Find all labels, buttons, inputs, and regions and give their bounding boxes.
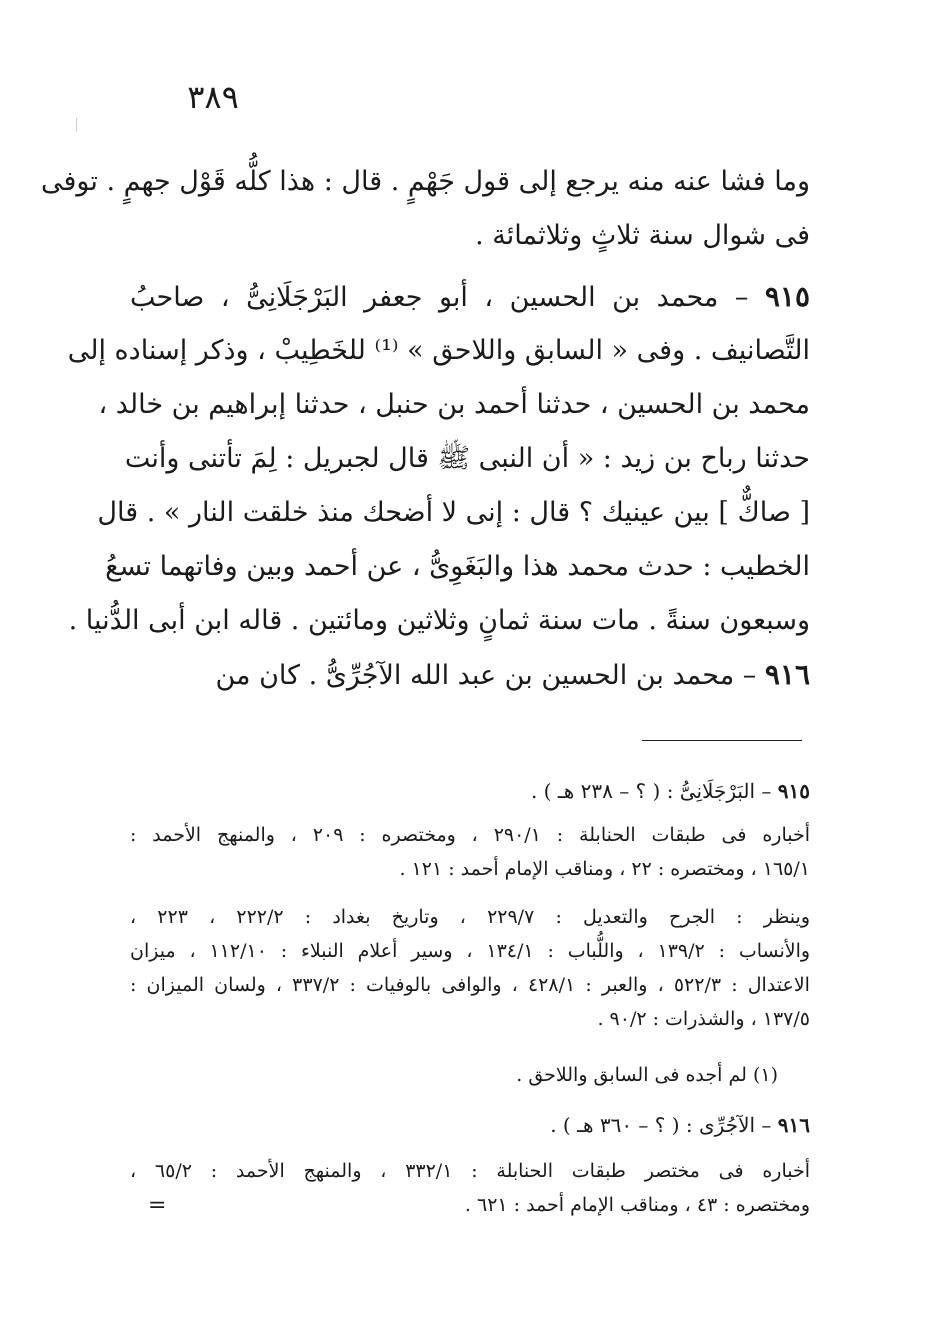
entry-915-line: التَّصانيف . وفى « السابق واللاحق » ⁽¹⁾ للخَطِيبْ ، وذكر إسناده إلى [67,335,810,366]
entry-915-first-line: محمد بن الحسين ، أبو جعفر البَرْجَلَانِىُّ ، صاحبُ [130,282,719,313]
footnote-line: ومختصره : ٤٣ ، ومناقب الإمام أحمد : ٦٢١ . [464,1194,810,1216]
entry-916-number: ٩١٦ [764,658,810,691]
entry-915-line: [ صاكٌّ ] بين عينيك ؟ قال : إنى لا أضحك منذ خلقت النار » . قال [97,497,810,528]
body-line-1: وما فشا عنه منه يرجع إلى قول جَهْمٍ . قال : هذا كلُّه قَوْل جهمٍ . توفى [40,166,810,197]
entry-916-first-line: محمد بن الحسين بن عبد الله الآجُرِّىُّ . كان من [215,660,735,691]
footnote-line: وينظر : الجرح والتعديل : ٢٢٩/٧ ، وتاريخ بغداد : ٢٢٢/٢ ، ٢٢٣ ، [130,906,811,928]
footnote-line: ١٦٥/١ ، ومختصره : ٢٢ ، ومناقب الإمام أحمد : ١٢١ . [399,858,810,880]
footnote-line: أخباره فى مختصر طبقات الحنابلة : ٣٣٢/١ ، والمنهج الأحمد : ٦٥/٢ ، [130,1160,810,1182]
footnote-line: ١٣٧/٥ ، والشذرات : ٩٠/٢ . [597,1008,810,1030]
entry-916-dash: – [742,660,757,691]
entry-915-dash: – [734,282,749,313]
page-number: ٣٨٩ [187,78,239,116]
footnote-916-number: ٩١٦ [777,1113,810,1137]
entry-916-heading-line [130,648,810,703]
body-line-2: فى شوال سنة ثلاثٍ وثلاثمائة . [475,220,810,251]
margin-mark [76,118,77,132]
footnote-line: الاعتدال : ٥٢٢/٣ ، والعبر : ٤٢٨/١ ، والوافى بالوفيات : ٣٣٧/٢ ، ولسان الميزان : [130,974,810,996]
entry-915-line: وسبعون سنةً . مات سنة ثمانٍ وثلاثين ومائتين . قاله ابن أبى الدُّنيا . [68,605,810,636]
entry-915-number: ٩١٥ [764,280,810,313]
footnote-916-heading [130,1108,810,1142]
entry-915-line: محمد بن الحسين ، حدثنا أحمد بن حنبل ، حدثنا إبراهيم بن خالد ، [98,389,810,420]
footnote-separator [642,740,802,741]
footnote-915-number: ٩١٥ [777,779,810,803]
entry-915-heading-line [130,270,810,325]
entry-915-line: الخطيب : حدث محمد هذا والبَغَوِىُّ ، عن أحمد وبين وفاتهما تسعُ [105,551,810,582]
footnote-line: والأنساب : ١٣٩/٢ ، واللُّباب : ١٣٤/١ ، وسير أعلام النبلاء : ١١٢/١٠ ، ميزان [130,940,811,962]
footnote-915-heading [130,774,810,808]
footnote-915-heading-text: – البَرْجَلَانِىُّ : ( ؟ – ٢٣٨ هـ ) . [530,779,772,803]
continuation-mark: = [148,1193,167,1218]
footnote-916-heading-text: – الآجُرِّى : ( ؟ – ٣٦٠ هـ ) . [550,1113,772,1137]
entry-915-line: حدثنا رباح بن زيد : « أن النبى ﷺ قال لجبريل : لِمَ تأتنى وأنت [124,443,810,474]
footnote-note-1: (١) لم أجده فى السابق واللاحق . [516,1064,778,1086]
footnote-line: أخباره فى طبقات الحنابلة : ٢٩٠/١ ، ومختصره : ٢٠٩ ، والمنهج الأحمد : [130,824,810,846]
